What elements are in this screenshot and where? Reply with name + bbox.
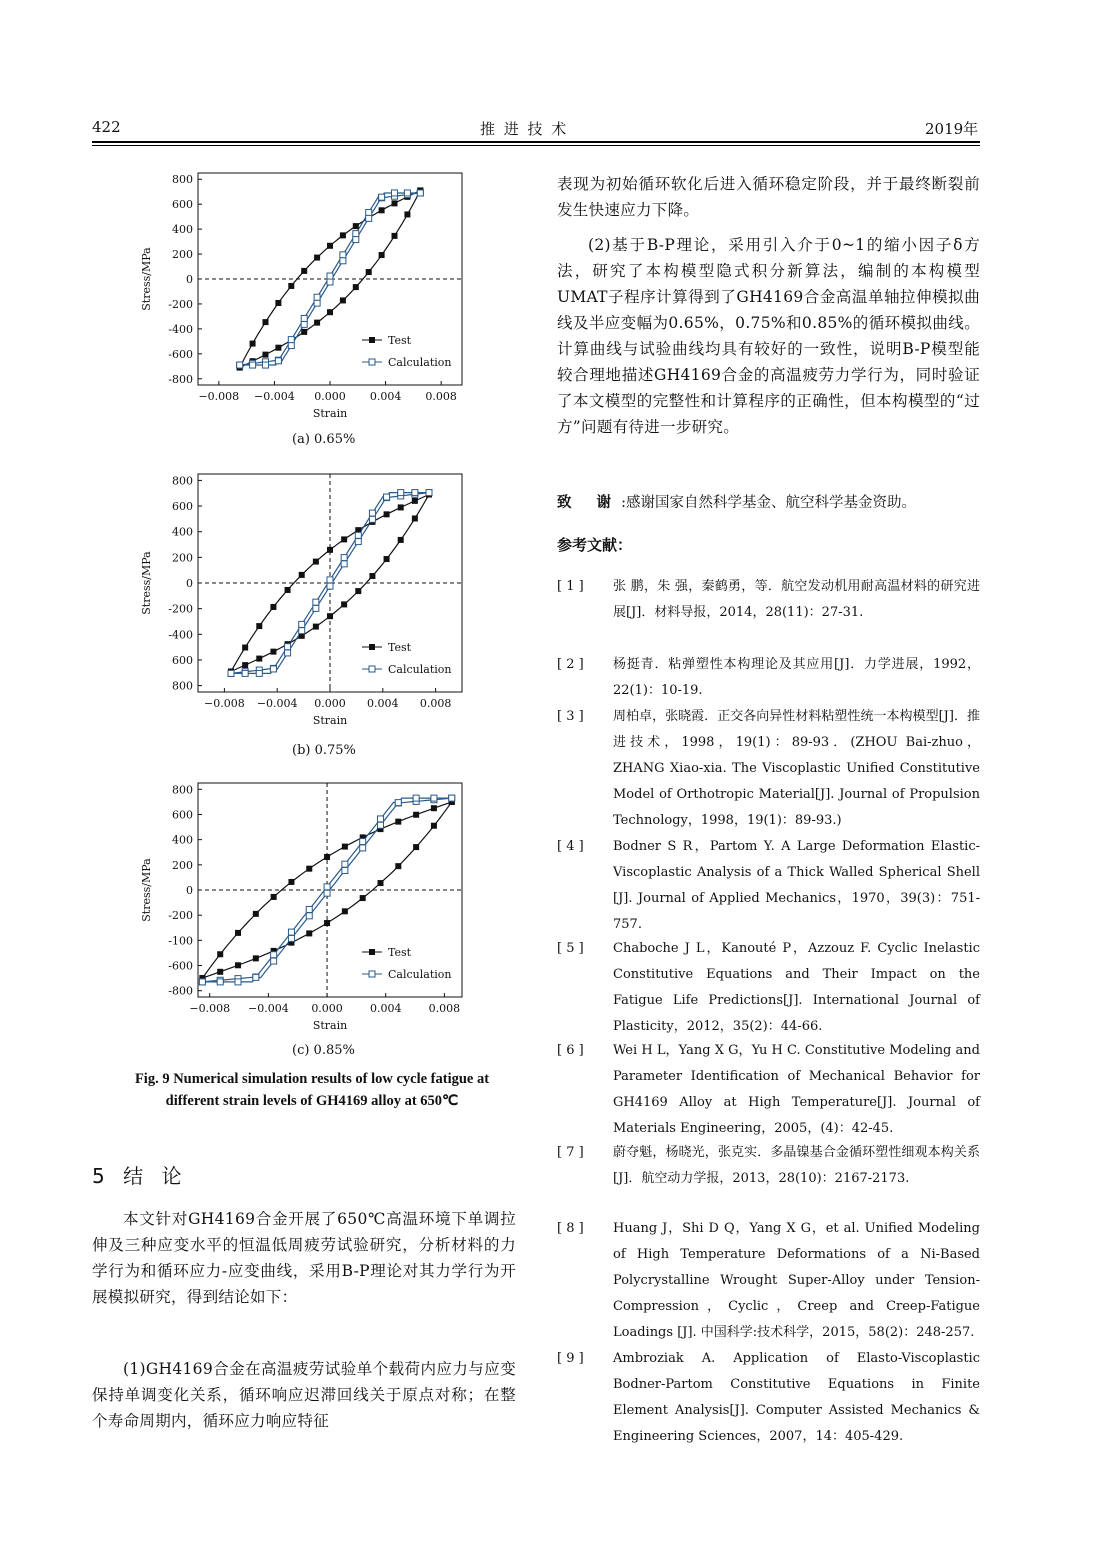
x-tick-label: 0.008 bbox=[419, 697, 452, 710]
reference-text: Bodner S R，Partom Y. A Large Deformation Elastic-Viscoplastic Analysis of a Thick Walled Spherical Shell [J]. Journal of Applied Mechanics，1970，39(3)：751-757. bbox=[613, 839, 980, 932]
x-axis-label: Strain bbox=[312, 1019, 348, 1032]
reference-number: [ 8 ] bbox=[557, 1221, 584, 1236]
y-axis-label: Stress/MPa bbox=[140, 858, 153, 922]
test-point bbox=[340, 297, 346, 303]
x-tick-label: −0.004 bbox=[248, 1002, 289, 1015]
test-point bbox=[235, 930, 241, 936]
legend-calc-marker bbox=[369, 971, 375, 977]
acknowledgement bbox=[557, 491, 916, 512]
calculation-point bbox=[449, 795, 455, 801]
legend-test-marker bbox=[369, 337, 375, 343]
test-point bbox=[395, 819, 401, 825]
calculation-point bbox=[341, 561, 347, 567]
calculation-point bbox=[306, 913, 312, 919]
test-point bbox=[301, 329, 307, 335]
calculation-point bbox=[377, 816, 383, 822]
legend-calc-label: Calculation bbox=[388, 356, 452, 369]
test-point bbox=[242, 662, 248, 668]
test-point bbox=[327, 547, 333, 553]
y-tick-label: 200 bbox=[172, 551, 193, 565]
test-point bbox=[341, 536, 347, 542]
test-point bbox=[275, 345, 281, 351]
calculation-point bbox=[369, 516, 375, 522]
x-tick-label: −0.004 bbox=[254, 390, 295, 403]
calculation-point bbox=[327, 279, 333, 285]
y-tick-label: 800 bbox=[172, 474, 193, 488]
y-tick-label: -400 bbox=[168, 628, 193, 642]
x-tick-label: 0.004 bbox=[369, 1002, 402, 1015]
calculation-point bbox=[299, 628, 305, 634]
calculation-point bbox=[256, 670, 262, 676]
y-tick-label: -200 bbox=[168, 909, 193, 923]
calculation-point bbox=[366, 215, 372, 221]
y-tick-label: -600 bbox=[168, 959, 193, 973]
reference-item bbox=[557, 936, 980, 1040]
calculation-point bbox=[366, 209, 372, 215]
test-point bbox=[271, 894, 277, 900]
reference-text: Ambroziak A. Application of Elasto-Viscoplastic Bodner-Partom Constitutive Equations in Finite Element Analysis[J]. Computer Assisted Mechanics & Engineering Sciences，2007，14：405-429. bbox=[613, 1351, 980, 1444]
test-point bbox=[353, 284, 359, 290]
test-point bbox=[413, 844, 419, 850]
y-tick-label: -800 bbox=[168, 372, 193, 386]
calculation-point bbox=[301, 315, 307, 321]
ack-text: :感谢国家自然科学基金、航空科学基金资助。 bbox=[621, 495, 916, 511]
calculation-point bbox=[353, 231, 359, 237]
reference-text: Huang J，Shi D Q，Yang X G，et al. Unified Modeling of High Temperature Deformations of a Ni-Based Polycrystalline Wrought Super-Alloy under Tension-Compression，Cyclic，Creep and Creep-Fatigue Loadings [J]. 中国科学:技术科学，2015，58(2)：248-257. bbox=[613, 1221, 980, 1340]
test-point bbox=[270, 604, 276, 610]
y-axis-label: Stress/MPa bbox=[140, 247, 153, 311]
reference-text: 杨挺青．粘弹塑性本构理论及其应用[J]．力学进展，1992，22(1)：10-19. bbox=[613, 657, 980, 698]
calculation-point bbox=[377, 822, 383, 828]
test-point bbox=[384, 556, 390, 562]
calculation-point bbox=[313, 599, 319, 605]
x-tick-label: 0.008 bbox=[428, 1002, 461, 1015]
y-tick-label: 800 bbox=[172, 173, 193, 187]
reference-item bbox=[557, 1346, 980, 1450]
calculation-point bbox=[250, 362, 256, 368]
test-point bbox=[306, 930, 312, 936]
y-tick-label: 600 bbox=[172, 808, 193, 822]
test-point bbox=[288, 283, 294, 289]
test-point bbox=[324, 854, 330, 860]
conclusion-item-1: (1)GH4169合金在高温疲劳试验单个载荷内应力与应变保持单调变化关系，循环响应迟滞回线关于原点对称；在整个寿命周期内，循环应力响应特征 bbox=[92, 1360, 516, 1430]
calculation-point bbox=[217, 979, 223, 985]
y-tick-label: 600 bbox=[172, 653, 193, 667]
reference-number: [ 5 ] bbox=[557, 941, 584, 956]
y-axis-label: Stress/MPa bbox=[140, 551, 153, 615]
calculation-point bbox=[288, 343, 294, 349]
calculation-point bbox=[299, 621, 305, 627]
test-point bbox=[285, 587, 291, 593]
calculation-point bbox=[413, 795, 419, 801]
chart-b bbox=[92, 466, 492, 738]
reference-text: 张 鹏，朱 强，秦鹤勇，等．航空发动机用耐高温材料的研究进展[J]．材料导报，2014，28(11)：27-31. bbox=[613, 579, 980, 620]
figure-caption-line1: Fig. 9 Numerical simulation results of low cycle fatigue at bbox=[134, 1071, 490, 1087]
page-year: 2019年 bbox=[925, 120, 979, 138]
y-tick-label: -200 bbox=[168, 602, 193, 616]
test-point bbox=[360, 895, 366, 901]
test-point bbox=[404, 211, 410, 217]
calculation-point bbox=[288, 337, 294, 343]
x-tick-label: −0.008 bbox=[189, 1002, 231, 1015]
calculation-point bbox=[417, 190, 423, 196]
test-point bbox=[327, 309, 333, 315]
y-tick-label: -800 bbox=[168, 984, 193, 998]
test-point bbox=[327, 613, 333, 619]
y-tick-label: -100 bbox=[168, 934, 193, 948]
page-number: 422 bbox=[92, 118, 121, 136]
reference-text: Chaboche J L，Kanouté P，Azzouz F. Cyclic Inelastic Constitutive Equations and Their Impact on the Fatigue Life Predictions[J]. International Journal of Plasticity，2012，35(2)：44-66. bbox=[613, 941, 980, 1034]
calculation-point bbox=[342, 868, 348, 874]
y-tick-label: -200 bbox=[168, 297, 193, 311]
calculation-point bbox=[355, 539, 361, 545]
test-point bbox=[342, 844, 348, 850]
test-point bbox=[327, 243, 333, 249]
calculation-point bbox=[314, 300, 320, 306]
calculation-point bbox=[360, 845, 366, 851]
test-point bbox=[314, 255, 320, 261]
calculation-point bbox=[237, 362, 243, 368]
calculation-point bbox=[242, 670, 248, 676]
y-tick-label: 200 bbox=[172, 858, 193, 872]
calculation-point bbox=[228, 670, 234, 676]
test-point bbox=[313, 624, 319, 630]
reference-text: Wei H L，Yang X G，Yu H C. Constitutive Modeling and Parameter Identification of Mechanical Behavior for GH4169 Alloy at High Temperature[J]. Journal of Materials Engineering，2005，(4)：42-45. bbox=[613, 1043, 980, 1136]
calculation-point bbox=[271, 952, 277, 958]
y-tick-label: -600 bbox=[168, 347, 193, 361]
test-point bbox=[217, 969, 223, 975]
calculation-point bbox=[324, 884, 330, 890]
calculation-point bbox=[379, 194, 385, 200]
calculation-point bbox=[353, 237, 359, 243]
calculation-point bbox=[426, 490, 432, 496]
test-point bbox=[253, 911, 259, 917]
test-point bbox=[353, 223, 359, 229]
legend-test-label: Test bbox=[388, 946, 412, 959]
test-point bbox=[262, 352, 268, 358]
calculation-point bbox=[271, 958, 277, 964]
section-title: 5 结 论 bbox=[92, 1164, 188, 1188]
test-point bbox=[379, 207, 385, 213]
reference-text: 蔚夺魁，杨晓光，张克实．多晶镍基合金循环塑性细观本构关系[J]．航空动力学报，2013，28(10)：2167-2173. bbox=[613, 1145, 980, 1186]
test-point bbox=[431, 805, 437, 811]
calculation-point bbox=[384, 494, 390, 500]
test-point bbox=[256, 656, 262, 662]
calculation-point bbox=[327, 273, 333, 279]
test-point bbox=[324, 920, 330, 926]
reference-number: [ 4 ] bbox=[557, 839, 584, 854]
reference-text: 周柏卓，张晓霞．正交各向异性材料粘塑性统一本构模型[J]．推进技术，1998，19(1)：89-93．(ZHOU Bai-zhuo，ZHANG Xiao-xia. The Viscoplastic Unified Constitutive Model of Orthotropic Material[J]. Journal of Propulsion Technology，1998，19(1)：89-93.) bbox=[613, 709, 980, 828]
calculation-point bbox=[412, 490, 418, 496]
calculation-point bbox=[355, 532, 361, 538]
test-point bbox=[398, 504, 404, 510]
calculation-point bbox=[306, 906, 312, 912]
reference-number: [ 1 ] bbox=[557, 579, 584, 594]
reference-number: [ 9 ] bbox=[557, 1351, 584, 1366]
figure-caption bbox=[92, 1068, 532, 1112]
y-tick-label: 200 bbox=[172, 248, 193, 262]
test-point bbox=[242, 645, 248, 651]
calculation-point bbox=[324, 890, 330, 896]
x-tick-label: 0.004 bbox=[369, 390, 402, 403]
y-tick-label: 600 bbox=[172, 500, 193, 514]
x-tick-label: −0.004 bbox=[256, 697, 298, 710]
test-point bbox=[288, 879, 294, 885]
calculation-point bbox=[275, 358, 281, 364]
calculation-point bbox=[262, 362, 268, 368]
calculation-point bbox=[199, 979, 205, 985]
test-point bbox=[340, 232, 346, 238]
test-point bbox=[342, 908, 348, 914]
chart-a bbox=[92, 165, 492, 427]
calculation-point bbox=[404, 190, 410, 196]
test-point bbox=[379, 252, 385, 258]
test-point bbox=[256, 623, 262, 629]
calculation-point bbox=[431, 795, 437, 801]
x-axis-label: Strain bbox=[312, 407, 348, 420]
header-rule bbox=[92, 141, 980, 143]
test-point bbox=[275, 300, 281, 306]
test-point bbox=[412, 515, 418, 521]
figure-caption-line2: different strain levels of GH4169 alloy at 650℃ bbox=[165, 1093, 459, 1109]
calculation-point bbox=[301, 321, 307, 327]
test-point bbox=[369, 573, 375, 579]
y-tick-label: 400 bbox=[172, 833, 193, 847]
test-point bbox=[392, 200, 398, 206]
test-point bbox=[412, 498, 418, 504]
legend-calc-marker bbox=[369, 666, 375, 672]
header-rule-thin bbox=[92, 145, 980, 146]
y-tick-label: -400 bbox=[168, 322, 193, 336]
calculation-point bbox=[395, 800, 401, 806]
calculation-point bbox=[340, 252, 346, 258]
conclusion-item-1-cont: 表现为初始循环软化后进入循环稳定阶段，并于最终断裂前发生快速应力下降。 bbox=[557, 175, 980, 219]
test-point bbox=[299, 572, 305, 578]
x-tick-label: 0.000 bbox=[311, 1002, 343, 1015]
x-tick-label: −0.008 bbox=[204, 697, 245, 710]
calculation-point bbox=[342, 861, 348, 867]
journal-title: 推 进 技 术 bbox=[480, 120, 569, 138]
test-point bbox=[366, 269, 372, 275]
reference-item bbox=[557, 1038, 980, 1142]
legend-calc-label: Calculation bbox=[388, 968, 452, 981]
calculation-point bbox=[341, 555, 347, 561]
reference-item bbox=[557, 652, 980, 704]
test-point bbox=[355, 588, 361, 594]
test-point bbox=[395, 863, 401, 869]
y-tick-label: 0 bbox=[186, 577, 193, 590]
test-point bbox=[398, 537, 404, 543]
x-tick-label: −0.008 bbox=[198, 390, 240, 403]
reference-number: [ 7 ] bbox=[557, 1145, 584, 1160]
x-tick-label: 0.000 bbox=[314, 697, 346, 710]
reference-item bbox=[557, 704, 980, 834]
legend-test-marker bbox=[369, 949, 375, 955]
conclusion-intro: 本文针对GH4169合金开展了650℃高温环境下单调拉伸及三种应变水平的恒温低周疲劳试验研究，分析材料的力学行为和循环应力-应变曲线，采用B-P理论对其力学行为开展模拟研究，得到结论如下： bbox=[92, 1210, 516, 1306]
calculation-point bbox=[253, 974, 259, 980]
reference-item bbox=[557, 1216, 980, 1346]
test-point bbox=[313, 559, 319, 565]
calculation-point bbox=[314, 294, 320, 300]
test-point bbox=[377, 880, 383, 886]
test-point bbox=[392, 233, 398, 239]
test-point bbox=[413, 812, 419, 818]
reference-item bbox=[557, 1140, 980, 1192]
test-point bbox=[253, 955, 259, 961]
calculation-point bbox=[285, 650, 291, 656]
reference-number: [ 3 ] bbox=[557, 709, 584, 724]
test-point bbox=[306, 866, 312, 872]
y-tick-label: 400 bbox=[172, 525, 193, 539]
legend-test-label: Test bbox=[388, 641, 412, 654]
calculation-point bbox=[327, 583, 333, 589]
reference-number: [ 6 ] bbox=[557, 1043, 584, 1058]
x-tick-label: 0.008 bbox=[425, 390, 457, 403]
calculation-point bbox=[270, 666, 276, 672]
legend-calc-marker bbox=[369, 359, 375, 365]
x-tick-label: 0.004 bbox=[367, 697, 399, 710]
legend-calc-label: Calculation bbox=[388, 663, 452, 676]
legend-test-label: Test bbox=[388, 334, 412, 347]
test-point bbox=[384, 511, 390, 517]
test-point bbox=[431, 823, 437, 829]
test-point bbox=[235, 962, 241, 968]
test-point bbox=[270, 649, 276, 655]
test-point bbox=[217, 951, 223, 957]
y-tick-label: 0 bbox=[186, 273, 193, 286]
calculation-point bbox=[369, 510, 375, 516]
x-tick-label: 0.000 bbox=[314, 390, 346, 403]
y-tick-label: 600 bbox=[172, 198, 193, 212]
references-title: 参考文献： bbox=[557, 536, 633, 554]
calculation-point bbox=[288, 929, 294, 935]
calculation-point bbox=[340, 258, 346, 264]
test-point bbox=[314, 320, 320, 326]
y-tick-label: 800 bbox=[172, 783, 193, 797]
chart-c bbox=[92, 778, 492, 1042]
calculation-point bbox=[327, 577, 333, 583]
calculation-point bbox=[313, 605, 319, 611]
y-tick-label: 800 bbox=[172, 679, 193, 693]
reference-item bbox=[557, 574, 980, 626]
calculation-point bbox=[235, 979, 241, 985]
calculation-point bbox=[360, 839, 366, 845]
calculation-point bbox=[398, 490, 404, 496]
calculation-point bbox=[288, 935, 294, 941]
legend-test-marker bbox=[369, 644, 375, 650]
reference-number: [ 2 ] bbox=[557, 657, 584, 672]
test-point bbox=[301, 268, 307, 274]
test-point bbox=[262, 319, 268, 325]
calculation-point bbox=[285, 644, 291, 650]
y-tick-label: 0 bbox=[186, 884, 193, 897]
reference-item bbox=[557, 834, 980, 938]
calculation-point bbox=[392, 190, 398, 196]
y-tick-label: 400 bbox=[172, 223, 193, 237]
x-axis-label: Strain bbox=[312, 714, 348, 727]
test-point bbox=[341, 601, 347, 607]
conclusion-item-2: (2)基于B-P理论，采用引入介于0~1的缩小因子δ方法，研究了本构模型隐式积分新算法，编制的本构模型UMAT子程序计算得到了GH4169合金高温单轴拉伸模拟曲线及半应变幅为0.65%，0.75%和0.85%的循环模拟曲线。计算曲线与试验曲线均具有较好的一致性，说明B-P模型能较合理地描述GH4169合金的高温疲劳力学行为，同时验证了本文模型的完整性和计算程序的正确性，但本构模型的“过方”问题有待进一步研究。 bbox=[557, 236, 980, 436]
ack-label: 致 谢 bbox=[557, 495, 622, 511]
test-point bbox=[250, 341, 256, 347]
